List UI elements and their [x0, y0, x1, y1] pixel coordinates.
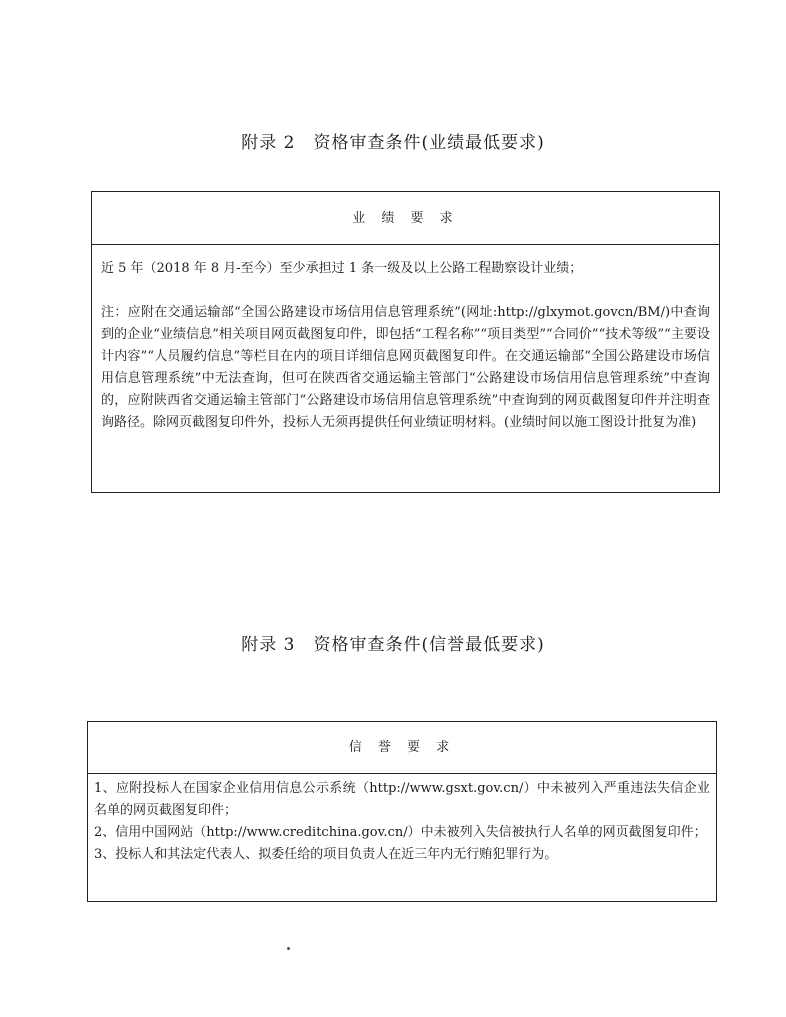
appendix3-table-body: [88, 774, 716, 866]
appendix3-table: [87, 721, 717, 902]
appendix2-requirement: 近 5 年（2018 年 8 月-至今）至少承担过 1 条一级及以上公路工程勘察设计业绩；: [101, 261, 583, 276]
appendix3-item: 1、应附投标人在国家企业信用信息公示系统（http://www.gsxt.gov.cn/）中未被列入严重违法失信企业名单的网页截图复印件；: [94, 781, 710, 818]
appendix2-table-body: [92, 245, 719, 434]
appendix3-title: 附录 3 资格审查条件(信誉最低要求): [241, 635, 545, 655]
appendix3-item: 3、投标人和其法定代表人、拟委任给的项目负责人在近三年内无行贿犯罪行为。: [94, 847, 558, 862]
appendix2-table-header: 业 绩 要 求: [92, 192, 719, 245]
appendix3-item: 2、信用中国网站（http://www.creditchina.gov.cn/）中未被列入失信被执行人名单的网页截图复印件；: [94, 825, 707, 840]
appendix2-table: [91, 191, 720, 493]
appendix2-note: 注：应附在交通运输部“全国公路建设市场信用信息管理系统”(网址:http://glxymot.govcn/BM/)中查询到的企业“业绩信息”相关项目网页截图复印件，即包括“工程名称”“项目类型”“合同价”“技术等级”“主要设计内容”“人员履约信息”等栏目在内的项目详细信息网页截图复印件。在交通运输部“全国公路建设市场信用信息管理系统”中无法查询，但可在陕西省交通运输主管部门“公路建设市场信用信息管理系统”中查询的，应附陕西省交通运输主管部门“公路建设市场信用信息管理系统”中查询到的网页截图复印件并注明查询路径。除网页截图复印件外，投标人无须再提供任何业绩证明材料。(业绩时间以施工图设计批复为准): [101, 305, 710, 430]
scan-speck: [287, 947, 290, 950]
appendix3-table-header: 信 誉 要 求: [88, 722, 716, 774]
appendix2-title: 附录 2 资格审查条件(业绩最低要求): [241, 133, 545, 153]
